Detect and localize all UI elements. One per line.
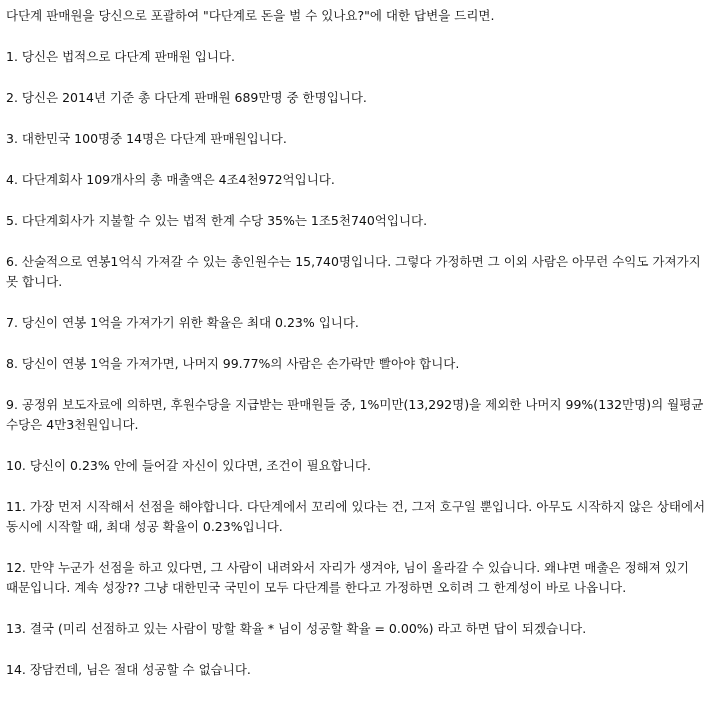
list-item-2: 2. 당신은 2014년 기준 총 다단계 판매원 689만명 중 한명입니다. <box>6 90 367 105</box>
list-item-13: 13. 결국 (미리 선점하고 있는 사람이 망할 확율 * 님이 성공할 확율 = 0.00%) 라고 하면 답이 되겠습니다. <box>6 621 587 636</box>
list-item-11: 11. 가장 먼저 시작해서 선점을 해야합니다. 다단계에서 꼬리에 있다는 건, 그저 호구일 뿐입니다. 아무도 시작하지 않은 상태에서 동시에 시작할 때, 최대 성공 확율이 0.23%입니다. <box>6 499 706 534</box>
list-item-1: 1. 당신은 법적으로 다단계 판매원 입니다. <box>6 49 235 64</box>
list-item-10: 10. 당신이 0.23% 안에 들어갈 자신이 있다면, 조건이 필요합니다. <box>6 458 371 473</box>
list-item-8: 8. 당신이 연봉 1억을 가져가면, 나머지 99.77%의 사람은 손가락만 빨아야 합니다. <box>6 356 460 371</box>
list-item-7: 7. 당신이 연봉 1억을 가져가기 위한 확율은 최대 0.23% 입니다. <box>6 315 359 330</box>
list-item-4: 4. 다단계회사 109개사의 총 매출액은 4조4천972억입니다. <box>6 172 335 187</box>
list-item-12: 12. 만약 누군가 선점을 하고 있다면, 그 사람이 내려와서 자리가 생겨야, 님이 올라갈 수 있습니다. 왜냐면 매출은 정해져 있기 때문입니다. 계속 성장?? 그냥 대한민국 국민이 모두 다단계를 한다고 가정하면 오히려 그 한계성이 바로 나옵니다. <box>6 560 689 595</box>
list-item-3: 3. 대한민국 100명중 14명은 다단계 판매원입니다. <box>6 131 287 146</box>
list-item-14: 14. 장담컨데, 님은 절대 성공할 수 없습니다. <box>6 662 251 677</box>
list-item-6: 6. 산술적으로 연봉1억식 가져갈 수 있는 총인원수는 15,740명입니다. 그렇다 가정하면 그 이외 사람은 아무런 수익도 가져가지 못 합니다. <box>6 254 701 289</box>
list-item-9: 9. 공정위 보도자료에 의하면, 후원수당을 지급받는 판매원들 중, 1%미만(13,292명)을 제외한 나머지 99%(132만명)의 월평균 수당은 4만3천원입니다. <box>6 397 704 432</box>
intro-paragraph: 다단계 판매원을 당신으로 포괄하여 "다단계로 돈을 벌 수 있나요?"에 대한 답변을 드리면. <box>6 8 495 23</box>
list-item-5: 5. 다단계회사가 지불할 수 있는 법적 한계 수당 35%는 1조5천740억입니다. <box>6 213 428 228</box>
